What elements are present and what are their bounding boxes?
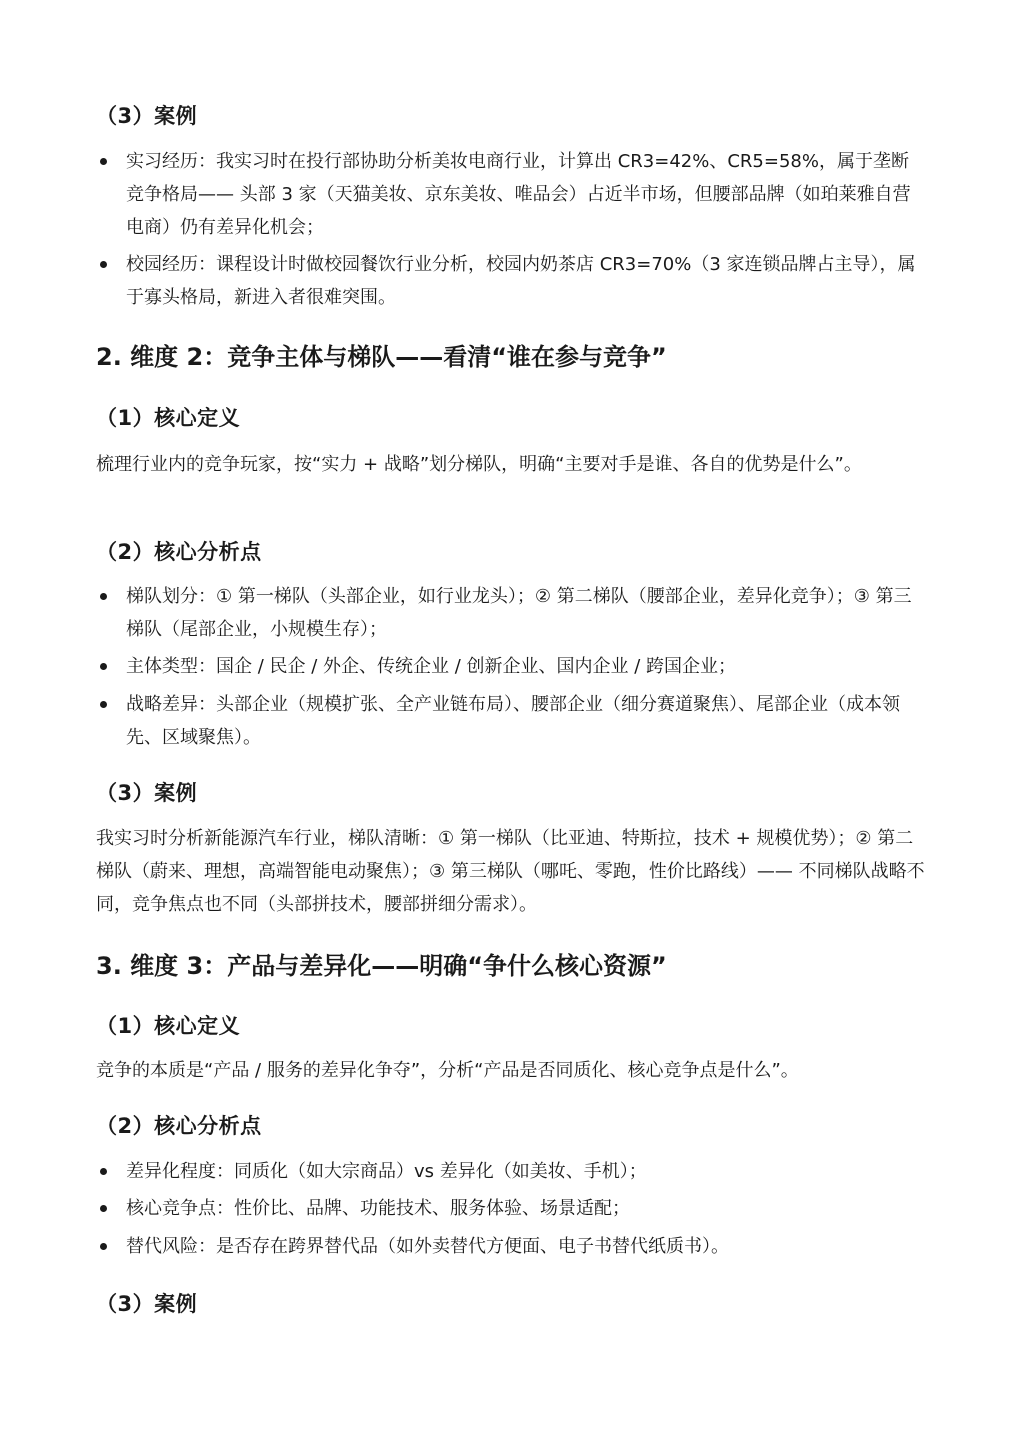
list-item-text: 主体类型：国企 / 民企 / 外企、传统企业 / 创新企业、国内企业 / 跨国企业； bbox=[126, 656, 737, 677]
section2-case-text: 我实习时分析新能源汽车行业，梯队清晰：① 第一梯队（比亚迪、特斯拉，技术 + 规模优势）；② 第二梯队（蔚来、理想，高端智能电动聚焦）；③ 第三梯队（哪吒、零跑，性价比路线）—— 不同梯队战略不同，竞争焦点也不同（头部拼技术，腰部拼细分需求）。 bbox=[96, 828, 925, 915]
section2-points-heading: （2）核心分析点 bbox=[96, 540, 262, 564]
bullet-icon bbox=[100, 1168, 107, 1175]
bullet-icon bbox=[100, 158, 107, 165]
list-item bbox=[96, 1230, 936, 1263]
section3-definition-text: 竞争的本质是“产品 / 服务的差异化争夺”，分析“产品是否同质化、核心竞争点是什么”。 bbox=[96, 1060, 799, 1081]
section1-case-heading: （3）案例 bbox=[96, 104, 198, 128]
section2-definition-text: 梳理行业内的竞争玩家，按“实力 + 战略”划分梯队，明确“主要对手是谁、各自的优势是什么”。 bbox=[96, 454, 862, 475]
list-item-text: 实习经历：我实习时在投行部协助分析美妆电商行业，计算出 CR3=42%、CR5=58%，属于垄断竞争格局—— 头部 3 家（天猫美妆、京东美妆、唯品会）占近半市场，但腰部品牌（如珀莱雅自营电商）仍有差异化机会； bbox=[126, 151, 911, 238]
list-item-text: 核心竞争点：性价比、品牌、功能技术、服务体验、场景适配； bbox=[126, 1198, 630, 1219]
bullet-icon bbox=[100, 593, 107, 600]
bullet-icon bbox=[100, 663, 107, 670]
bullet-icon bbox=[100, 1205, 107, 1212]
list-item bbox=[96, 1192, 936, 1225]
list-item bbox=[96, 688, 936, 754]
section2-case-heading: （3）案例 bbox=[96, 781, 198, 805]
section2-title: 2. 维度 2：竞争主体与梯队——看清“谁在参与竞争” bbox=[96, 343, 667, 371]
section2-definition-heading: （1）核心定义 bbox=[96, 406, 241, 430]
list-item bbox=[96, 650, 936, 683]
list-item-text: 梯队划分：① 第一梯队（头部企业，如行业龙头）；② 第二梯队（腰部企业，差异化竞争）；③ 第三梯队（尾部企业，小规模生存）； bbox=[126, 586, 912, 640]
section3-title: 3. 维度 3：产品与差异化——明确“争什么核心资源” bbox=[96, 952, 667, 980]
list-item-text: 差异化程度：同质化（如大宗商品）vs 差异化（如美妆、手机）； bbox=[126, 1161, 647, 1182]
section3-case-heading: （3）案例 bbox=[96, 1292, 198, 1316]
section3-points-heading: （2）核心分析点 bbox=[96, 1114, 262, 1138]
list-item bbox=[96, 248, 936, 314]
list-item bbox=[96, 145, 936, 244]
list-item-text: 替代风险：是否存在跨界替代品（如外卖替代方便面、电子书替代纸质书）。 bbox=[126, 1236, 729, 1257]
bullet-icon bbox=[100, 701, 107, 708]
list-item bbox=[96, 580, 936, 646]
bullet-icon bbox=[100, 1243, 107, 1250]
list-item bbox=[96, 1155, 936, 1188]
bullet-icon bbox=[100, 261, 107, 268]
list-item-text: 校园经历：课程设计时做校园餐饮行业分析，校园内奶茶店 CR3=70%（3 家连锁品牌占主导），属于寡头格局，新进入者很难突围。 bbox=[126, 254, 916, 308]
section3-definition-heading: （1）核心定义 bbox=[96, 1014, 241, 1038]
list-item-text: 战略差异：头部企业（规模扩张、全产业链布局）、腰部企业（细分赛道聚焦）、尾部企业（成本领先、区域聚焦）。 bbox=[126, 694, 900, 748]
